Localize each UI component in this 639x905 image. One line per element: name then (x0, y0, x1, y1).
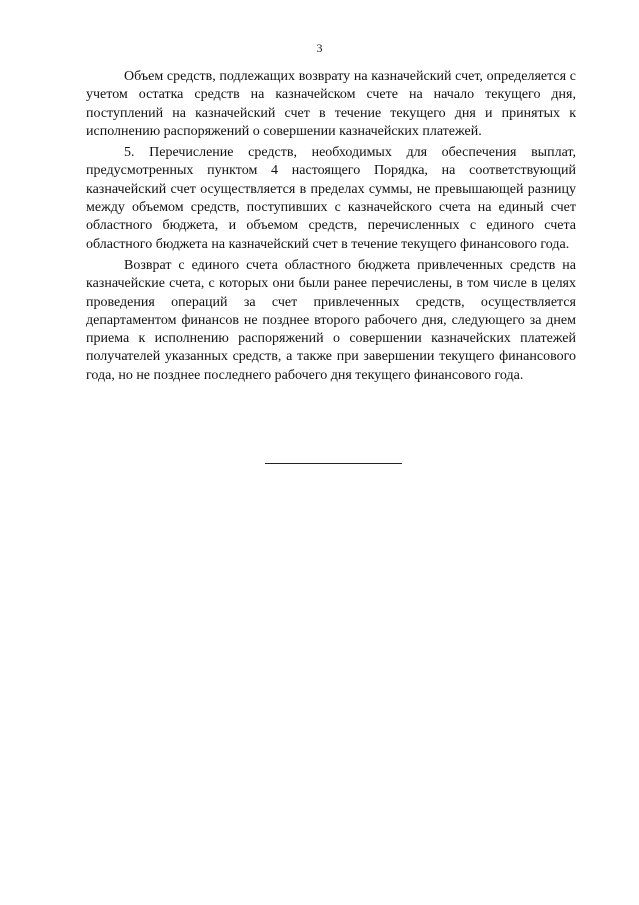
closing-divider-line (265, 463, 402, 464)
page-number: 3 (316, 41, 323, 55)
paragraph-clause-5: 5. Перечисление средств, необходимых для обеспечения выплат, предусмотренных пунктом 4 настоящего Порядка, на соответствующий казначейский счет осуществляется в пределах суммы, не превышающей разницу между объемом средств, поступивших с казначейского счета на единый счет областного бюджета, и объемом средств, перечисленных с единого счета областного бюджета на казначейский счет в течение текущего финансового года. (86, 145, 576, 252)
paragraph-return-volume: Объем средств, подлежащих возврату на казначейский счет, определяется с учетом остатка средств на казначейском счете на начало текущего дня, поступлений на казначейский счет в течение текущего дня и принятых к исполнению распоряжений о совершении казначейских платежей. (86, 69, 576, 139)
paragraph-return-attracted-funds: Возврат с единого счета областного бюджета привлеченных средств на казначейские счета, с которых они были ранее перечислены, в том числе в целях проведения операций за счет привлеченных средств, осуществляется департаментом финансов не позднее второго рабочего дня, следующего за днем приема к исполнению распоряжений о совершении казначейских платежей получателей указанных средств, а также при завершении текущего финансового года, но не позднее последнего рабочего дня текущего финансового года. (86, 257, 576, 383)
document-body (86, 68, 576, 388)
